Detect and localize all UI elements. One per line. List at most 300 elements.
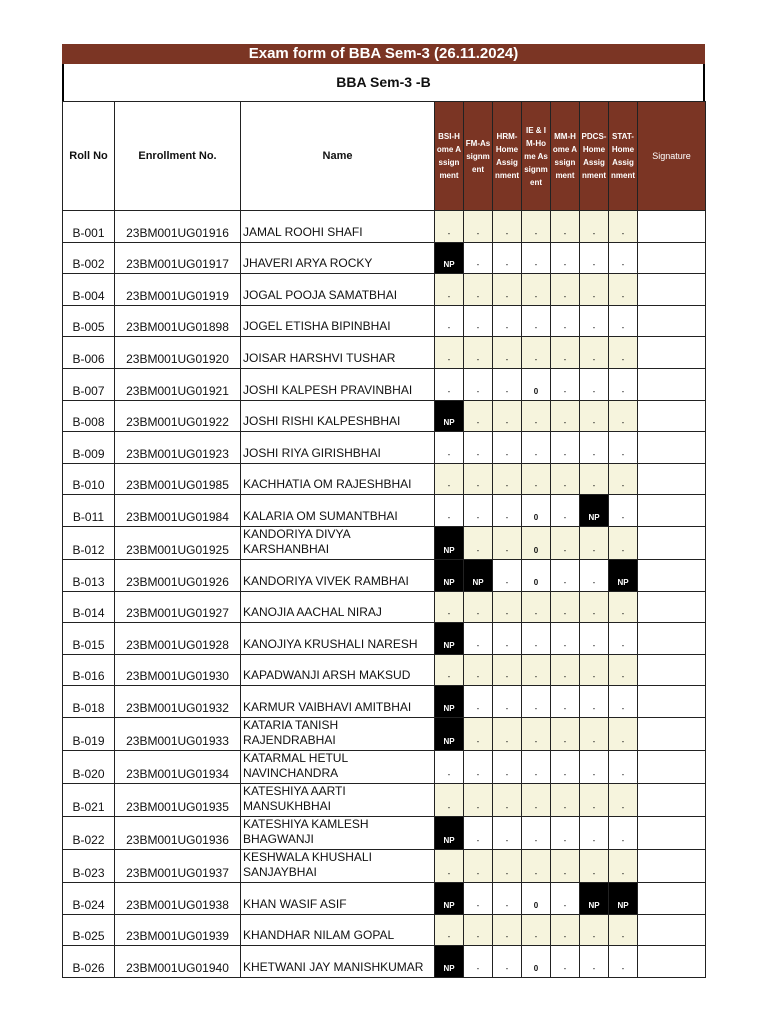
signature-cell — [638, 559, 706, 591]
enrollment-cell: 23BM001UG01898 — [115, 305, 241, 337]
mark-cell: - — [551, 274, 580, 306]
roll-no-cell: B-004 — [63, 274, 115, 306]
name-cell: KHANDHAR NILAM GOPAL — [241, 914, 435, 946]
mark-cell: 0 — [522, 882, 551, 914]
mark-cell: - — [493, 368, 522, 400]
table-row — [63, 816, 706, 849]
name-cell: KANOJIYA KRUSHALI NARESH — [241, 623, 435, 655]
signature-cell — [638, 882, 706, 914]
mark-cell: - — [609, 816, 638, 849]
mark-cell: - — [493, 305, 522, 337]
header-signature: Signature — [638, 102, 706, 211]
mark-cell: NP — [435, 816, 464, 849]
mark-cell: - — [493, 750, 522, 783]
mark-cell: - — [435, 463, 464, 495]
mark-cell: 0 — [522, 559, 551, 591]
table-row — [63, 591, 706, 623]
table-row — [63, 432, 706, 464]
mark-cell: - — [464, 463, 493, 495]
mark-cell: - — [551, 400, 580, 432]
roll-no-cell: B-021 — [63, 783, 115, 816]
mark-cell: - — [609, 368, 638, 400]
signature-cell — [638, 305, 706, 337]
name-cell: JOGAL POOJA SAMATBHAI — [241, 274, 435, 306]
mark-cell: - — [493, 432, 522, 464]
mark-cell: - — [580, 242, 609, 274]
mark-cell: - — [435, 274, 464, 306]
roll-no-cell: B-012 — [63, 526, 115, 559]
mark-cell: NP — [435, 882, 464, 914]
mark-cell: NP — [435, 559, 464, 591]
mark-cell: - — [551, 849, 580, 882]
enrollment-cell: 23BM001UG01922 — [115, 400, 241, 432]
signature-cell — [638, 368, 706, 400]
enrollment-cell: 23BM001UG01937 — [115, 849, 241, 882]
mark-cell: - — [493, 816, 522, 849]
mark-cell: - — [464, 432, 493, 464]
table-header-row — [63, 102, 706, 211]
mark-cell: - — [493, 783, 522, 816]
mark-cell: - — [580, 686, 609, 718]
mark-cell: - — [609, 495, 638, 527]
mark-cell: - — [609, 623, 638, 655]
roll-no-cell: B-023 — [63, 849, 115, 882]
signature-cell — [638, 242, 706, 274]
table-row — [63, 750, 706, 783]
name-cell: KANOJIA AACHAL NIRAJ — [241, 591, 435, 623]
mark-cell: - — [609, 591, 638, 623]
mark-cell: - — [435, 305, 464, 337]
roll-no-cell: B-020 — [63, 750, 115, 783]
signature-cell — [638, 914, 706, 946]
table-row — [63, 211, 706, 243]
roll-no-cell: B-010 — [63, 463, 115, 495]
name-cell: JOGEL ETISHA BIPINBHAI — [241, 305, 435, 337]
mark-cell: - — [609, 946, 638, 978]
mark-cell: NP — [609, 559, 638, 591]
mark-cell: - — [493, 717, 522, 750]
mark-cell: - — [609, 463, 638, 495]
header-subject-hrm: HRM-Home Assignment — [493, 102, 522, 211]
mark-cell: - — [580, 654, 609, 686]
mark-cell: - — [580, 526, 609, 559]
header-roll: Roll No — [63, 102, 115, 211]
mark-cell: - — [609, 849, 638, 882]
roll-no-cell: B-009 — [63, 432, 115, 464]
mark-cell: NP — [435, 623, 464, 655]
mark-cell: - — [464, 816, 493, 849]
table-row — [63, 559, 706, 591]
enrollment-cell: 23BM001UG01919 — [115, 274, 241, 306]
mark-cell: - — [580, 816, 609, 849]
mark-cell: - — [551, 623, 580, 655]
signature-cell — [638, 750, 706, 783]
name-cell: KATESHIYA KAMLESH BHAGWANJI — [241, 816, 435, 849]
mark-cell: - — [551, 750, 580, 783]
mark-cell: - — [464, 242, 493, 274]
mark-cell: - — [493, 211, 522, 243]
mark-cell: - — [522, 686, 551, 718]
mark-cell: - — [522, 274, 551, 306]
signature-cell — [638, 432, 706, 464]
mark-cell: - — [551, 495, 580, 527]
mark-cell: - — [435, 432, 464, 464]
mark-cell: - — [522, 305, 551, 337]
mark-cell: - — [551, 914, 580, 946]
header-subject-ie-im: IE & IM-Home Assignment — [522, 102, 551, 211]
mark-cell: - — [580, 211, 609, 243]
mark-cell: - — [435, 211, 464, 243]
name-cell: KANDORIYA DIVYA KARSHANBHAI — [241, 526, 435, 559]
name-cell: KESHWALA KHUSHALI SANJAYBHAI — [241, 849, 435, 882]
mark-cell: - — [580, 337, 609, 369]
signature-cell — [638, 495, 706, 527]
signature-cell — [638, 654, 706, 686]
mark-cell: - — [522, 211, 551, 243]
mark-cell: - — [522, 400, 551, 432]
mark-cell: - — [522, 816, 551, 849]
mark-cell: - — [464, 914, 493, 946]
table-row — [63, 849, 706, 882]
signature-cell — [638, 783, 706, 816]
mark-cell: - — [580, 946, 609, 978]
mark-cell: - — [522, 432, 551, 464]
mark-cell: - — [493, 274, 522, 306]
roll-no-cell: B-025 — [63, 914, 115, 946]
mark-cell: - — [580, 783, 609, 816]
roll-no-cell: B-015 — [63, 623, 115, 655]
table-row — [63, 495, 706, 527]
enrollment-cell: 23BM001UG01938 — [115, 882, 241, 914]
mark-cell: - — [464, 274, 493, 306]
name-cell: JOSHI RISHI KALPESHBHAI — [241, 400, 435, 432]
signature-cell — [638, 623, 706, 655]
mark-cell: - — [522, 242, 551, 274]
table-row — [63, 305, 706, 337]
exam-table — [62, 101, 706, 978]
signature-cell — [638, 463, 706, 495]
mark-cell: - — [464, 337, 493, 369]
table-row — [63, 654, 706, 686]
table-row — [63, 526, 706, 559]
mark-cell: - — [435, 783, 464, 816]
roll-no-cell: B-008 — [63, 400, 115, 432]
enrollment-cell: 23BM001UG01923 — [115, 432, 241, 464]
mark-cell: - — [522, 849, 551, 882]
name-cell: KACHHATIA OM RAJESHBHAI — [241, 463, 435, 495]
mark-cell: - — [580, 623, 609, 655]
mark-cell: - — [580, 559, 609, 591]
table-row — [63, 914, 706, 946]
name-cell: JAMAL ROOHI SHAFI — [241, 211, 435, 243]
mark-cell: NP — [609, 882, 638, 914]
enrollment-cell: 23BM001UG01916 — [115, 211, 241, 243]
table-row — [63, 274, 706, 306]
enrollment-cell: 23BM001UG01940 — [115, 946, 241, 978]
roll-no-cell: B-006 — [63, 337, 115, 369]
mark-cell: - — [435, 849, 464, 882]
mark-cell: - — [435, 495, 464, 527]
mark-cell: - — [522, 717, 551, 750]
enrollment-cell: 23BM001UG01930 — [115, 654, 241, 686]
mark-cell: - — [551, 559, 580, 591]
mark-cell: - — [551, 591, 580, 623]
mark-cell: - — [464, 623, 493, 655]
mark-cell: - — [522, 783, 551, 816]
mark-cell: - — [435, 368, 464, 400]
roll-no-cell: B-011 — [63, 495, 115, 527]
mark-cell: - — [551, 654, 580, 686]
mark-cell: - — [551, 242, 580, 274]
mark-cell: - — [522, 591, 551, 623]
mark-cell: - — [551, 816, 580, 849]
mark-cell: - — [609, 305, 638, 337]
name-cell: KATARMAL HETUL NAVINCHANDRA — [241, 750, 435, 783]
signature-cell — [638, 717, 706, 750]
mark-cell: - — [493, 623, 522, 655]
name-cell: JOSHI KALPESH PRAVINBHAI — [241, 368, 435, 400]
name-cell: KHAN WASIF ASIF — [241, 882, 435, 914]
mark-cell: - — [609, 750, 638, 783]
mark-cell: NP — [580, 495, 609, 527]
mark-cell: - — [580, 400, 609, 432]
mark-cell: NP — [435, 242, 464, 274]
enrollment-cell: 23BM001UG01933 — [115, 717, 241, 750]
enrollment-cell: 23BM001UG01985 — [115, 463, 241, 495]
signature-cell — [638, 337, 706, 369]
header-subject-fm: FM-Assignment — [464, 102, 493, 211]
mark-cell: - — [551, 305, 580, 337]
mark-cell: NP — [580, 882, 609, 914]
mark-cell: NP — [464, 559, 493, 591]
enrollment-cell: 23BM001UG01939 — [115, 914, 241, 946]
enrollment-cell: 23BM001UG01920 — [115, 337, 241, 369]
signature-cell — [638, 849, 706, 882]
mark-cell: - — [580, 463, 609, 495]
mark-cell: - — [493, 242, 522, 274]
name-cell: KANDORIYA VIVEK RAMBHAI — [241, 559, 435, 591]
table-row — [63, 783, 706, 816]
mark-cell: - — [435, 591, 464, 623]
mark-cell: - — [522, 623, 551, 655]
roll-no-cell: B-019 — [63, 717, 115, 750]
mark-cell: - — [464, 686, 493, 718]
mark-cell: - — [435, 750, 464, 783]
enrollment-cell: 23BM001UG01917 — [115, 242, 241, 274]
table-row — [63, 400, 706, 432]
name-cell: KHETWANI JAY MANISHKUMAR — [241, 946, 435, 978]
header-subject-pdcs: PDCS-Home Assignment — [580, 102, 609, 211]
roll-no-cell: B-016 — [63, 654, 115, 686]
enrollment-cell: 23BM001UG01934 — [115, 750, 241, 783]
name-cell: KATESHIYA AARTI MANSUKHBHAI — [241, 783, 435, 816]
mark-cell: - — [609, 654, 638, 686]
name-cell: KARMUR VAIBHAVI AMITBHAI — [241, 686, 435, 718]
table-row — [63, 717, 706, 750]
mark-cell: - — [551, 337, 580, 369]
mark-cell: - — [580, 305, 609, 337]
mark-cell: - — [493, 849, 522, 882]
mark-cell: - — [493, 559, 522, 591]
table-row — [63, 242, 706, 274]
header-subject-bsi: BSI-Home Assignment — [435, 102, 464, 211]
mark-cell: - — [464, 654, 493, 686]
mark-cell: - — [551, 717, 580, 750]
mark-cell: 0 — [522, 946, 551, 978]
mark-cell: - — [580, 432, 609, 464]
enrollment-cell: 23BM001UG01927 — [115, 591, 241, 623]
roll-no-cell: B-022 — [63, 816, 115, 849]
mark-cell: - — [580, 849, 609, 882]
mark-cell: - — [464, 750, 493, 783]
mark-cell: - — [551, 368, 580, 400]
signature-cell — [638, 686, 706, 718]
mark-cell: - — [522, 463, 551, 495]
header-name: Name — [241, 102, 435, 211]
mark-cell: NP — [435, 717, 464, 750]
mark-cell: - — [580, 717, 609, 750]
table-row — [63, 337, 706, 369]
header-enrollment: Enrollment No. — [115, 102, 241, 211]
mark-cell: NP — [435, 400, 464, 432]
mark-cell: - — [493, 337, 522, 369]
roll-no-cell: B-024 — [63, 882, 115, 914]
mark-cell: - — [551, 463, 580, 495]
mark-cell: 0 — [522, 526, 551, 559]
mark-cell: - — [522, 654, 551, 686]
signature-cell — [638, 211, 706, 243]
mark-cell: - — [435, 914, 464, 946]
mark-cell: - — [580, 274, 609, 306]
table-row — [63, 368, 706, 400]
exam-form-sheet — [62, 44, 705, 978]
mark-cell: - — [580, 591, 609, 623]
table-row — [63, 463, 706, 495]
mark-cell: - — [493, 463, 522, 495]
name-cell: KAPADWANJI ARSH MAKSUD — [241, 654, 435, 686]
signature-cell — [638, 400, 706, 432]
table-row — [63, 623, 706, 655]
mark-cell: - — [522, 750, 551, 783]
mark-cell: - — [493, 495, 522, 527]
mark-cell: - — [551, 432, 580, 464]
roll-no-cell: B-001 — [63, 211, 115, 243]
mark-cell: - — [609, 274, 638, 306]
mark-cell: - — [609, 686, 638, 718]
signature-cell — [638, 591, 706, 623]
mark-cell: NP — [435, 686, 464, 718]
mark-cell: - — [609, 914, 638, 946]
mark-cell: 0 — [522, 368, 551, 400]
mark-cell: - — [609, 526, 638, 559]
mark-cell: - — [551, 946, 580, 978]
mark-cell: - — [464, 368, 493, 400]
mark-cell: - — [464, 305, 493, 337]
roll-no-cell: B-005 — [63, 305, 115, 337]
mark-cell: - — [551, 686, 580, 718]
mark-cell: - — [580, 368, 609, 400]
mark-cell: - — [609, 432, 638, 464]
mark-cell: - — [464, 526, 493, 559]
table-row — [63, 686, 706, 718]
mark-cell: - — [609, 783, 638, 816]
enrollment-cell: 23BM001UG01935 — [115, 783, 241, 816]
roll-no-cell: B-014 — [63, 591, 115, 623]
enrollment-cell: 23BM001UG01932 — [115, 686, 241, 718]
mark-cell: - — [493, 686, 522, 718]
mark-cell: - — [493, 882, 522, 914]
mark-cell: - — [522, 337, 551, 369]
mark-cell: - — [609, 337, 638, 369]
mark-cell: - — [435, 337, 464, 369]
enrollment-cell: 23BM001UG01984 — [115, 495, 241, 527]
roll-no-cell: B-002 — [63, 242, 115, 274]
mark-cell: - — [609, 717, 638, 750]
mark-cell: 0 — [522, 495, 551, 527]
table-row — [63, 946, 706, 978]
enrollment-cell: 23BM001UG01936 — [115, 816, 241, 849]
signature-cell — [638, 274, 706, 306]
mark-cell: NP — [435, 946, 464, 978]
mark-cell: - — [551, 211, 580, 243]
header-subject-mm: MM-Home Assignment — [551, 102, 580, 211]
signature-cell — [638, 526, 706, 559]
mark-cell: - — [580, 914, 609, 946]
mark-cell: - — [493, 946, 522, 978]
enrollment-cell: 23BM001UG01926 — [115, 559, 241, 591]
mark-cell: - — [464, 946, 493, 978]
mark-cell: - — [464, 849, 493, 882]
page-title: Exam form of BBA Sem-3 (26.11.2024) — [62, 44, 705, 64]
mark-cell: - — [493, 591, 522, 623]
mark-cell: - — [464, 882, 493, 914]
mark-cell: - — [609, 211, 638, 243]
mark-cell: - — [493, 400, 522, 432]
header-subject-stat: STAT-Home Assignment — [609, 102, 638, 211]
section-subtitle: BBA Sem-3 -B — [62, 64, 705, 101]
signature-cell — [638, 946, 706, 978]
mark-cell: NP — [435, 526, 464, 559]
mark-cell: - — [493, 526, 522, 559]
mark-cell: - — [493, 654, 522, 686]
mark-cell: - — [493, 914, 522, 946]
mark-cell: - — [464, 717, 493, 750]
name-cell: JHAVERI ARYA ROCKY — [241, 242, 435, 274]
mark-cell: - — [464, 211, 493, 243]
roll-no-cell: B-013 — [63, 559, 115, 591]
name-cell: JOISAR HARSHVI TUSHAR — [241, 337, 435, 369]
signature-cell — [638, 816, 706, 849]
mark-cell: - — [551, 783, 580, 816]
mark-cell: - — [464, 400, 493, 432]
roll-no-cell: B-018 — [63, 686, 115, 718]
mark-cell: - — [464, 591, 493, 623]
mark-cell: - — [551, 882, 580, 914]
table-row — [63, 882, 706, 914]
enrollment-cell: 23BM001UG01928 — [115, 623, 241, 655]
mark-cell: - — [464, 495, 493, 527]
mark-cell: - — [464, 783, 493, 816]
mark-cell: - — [609, 242, 638, 274]
name-cell: KATARIA TANISH RAJENDRABHAI — [241, 717, 435, 750]
mark-cell: - — [580, 750, 609, 783]
name-cell: JOSHI RIYA GIRISHBHAI — [241, 432, 435, 464]
enrollment-cell: 23BM001UG01925 — [115, 526, 241, 559]
roll-no-cell: B-026 — [63, 946, 115, 978]
mark-cell: - — [522, 914, 551, 946]
mark-cell: - — [435, 654, 464, 686]
enrollment-cell: 23BM001UG01921 — [115, 368, 241, 400]
